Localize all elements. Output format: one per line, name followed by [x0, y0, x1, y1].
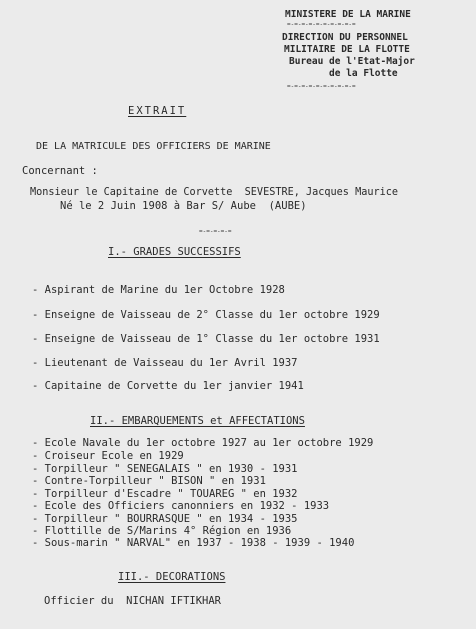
embarquement-item: - Ecole Navale du 1er octobre 1927 au 1er octobre 1929: [32, 437, 374, 449]
grade-item: - Enseigne de Vaisseau de 1° Classe du 1er octobre 1931: [32, 333, 380, 345]
grade-item: - Lieutenant de Vaisseau du 1er Avril 1937: [32, 357, 298, 369]
subject-birth-line: Né le 2 Juin 1908 à Bar S/ Aube (AUBE): [60, 200, 307, 212]
section-embarquements-heading: II.- EMBARQUEMENTS et AFFECTATIONS: [90, 415, 305, 427]
embarquement-item: - Ecole des Officiers canonniers en 1932 - 1933: [32, 500, 330, 512]
section-grades-heading: I.- GRADES SUCCESSIFS: [108, 246, 241, 258]
concernant-label: Concernant :: [22, 165, 98, 177]
bureau-subname: de la Flotte: [329, 68, 398, 79]
section-decorations-heading: III.- DECORATIONS: [118, 571, 226, 583]
grade-item: - Aspirant de Marine du 1er Octobre 1928: [32, 284, 285, 296]
embarquement-item: - Flottille de S/Marins 4° Région en 1936: [32, 525, 292, 537]
embarquement-item: - Croiseur Ecole en 1929: [32, 450, 184, 462]
embarquement-item: - Sous-marin " NARVAL" en 1937 - 1938 - 1939 - 1940: [32, 537, 355, 549]
direction-name: DIRECTION DU PERSONNEL: [282, 32, 408, 43]
decoration-item: Officier du NICHAN IFTIKHAR: [44, 595, 222, 607]
document-title: EXTRAIT: [128, 105, 187, 117]
subject-name-line: Monsieur le Capitaine de Corvette SEVESTRE, Jacques Maurice: [30, 187, 399, 198]
embarquement-item: - Contre-Torpilleur " BISON " en 1931: [32, 475, 266, 487]
header-rule-top: =-=-=-=-=-=-=-=-=-=: [287, 21, 356, 28]
embarquement-item: - Torpilleur d'Escadre " TOUAREG " en 1932: [32, 488, 298, 500]
ministry-name: MINISTERE DE LA MARINE: [285, 9, 411, 20]
direction-subname: MILITAIRE DE LA FLOTTE: [284, 44, 410, 55]
embarquement-item: - Torpilleur " SENEGALAIS " en 1930 - 1931: [32, 463, 298, 475]
embarquement-item: - Torpilleur " BOURRASQUE " en 1934 - 1935: [32, 513, 298, 525]
document-subtitle: DE LA MATRICULE DES OFFICIERS DE MARINE: [36, 141, 271, 152]
grade-item: - Capitaine de Corvette du 1er janvier 1941: [32, 380, 304, 392]
subject-rule: =-=-=-=-=: [199, 228, 232, 235]
header-rule-bottom: =-=-=-=-=-=-=-=-=-=: [287, 83, 356, 90]
grade-item: - Enseigne de Vaisseau de 2° Classe du 1er octobre 1929: [32, 309, 380, 321]
bureau-name: Bureau de l'Etat-Major: [289, 56, 415, 67]
